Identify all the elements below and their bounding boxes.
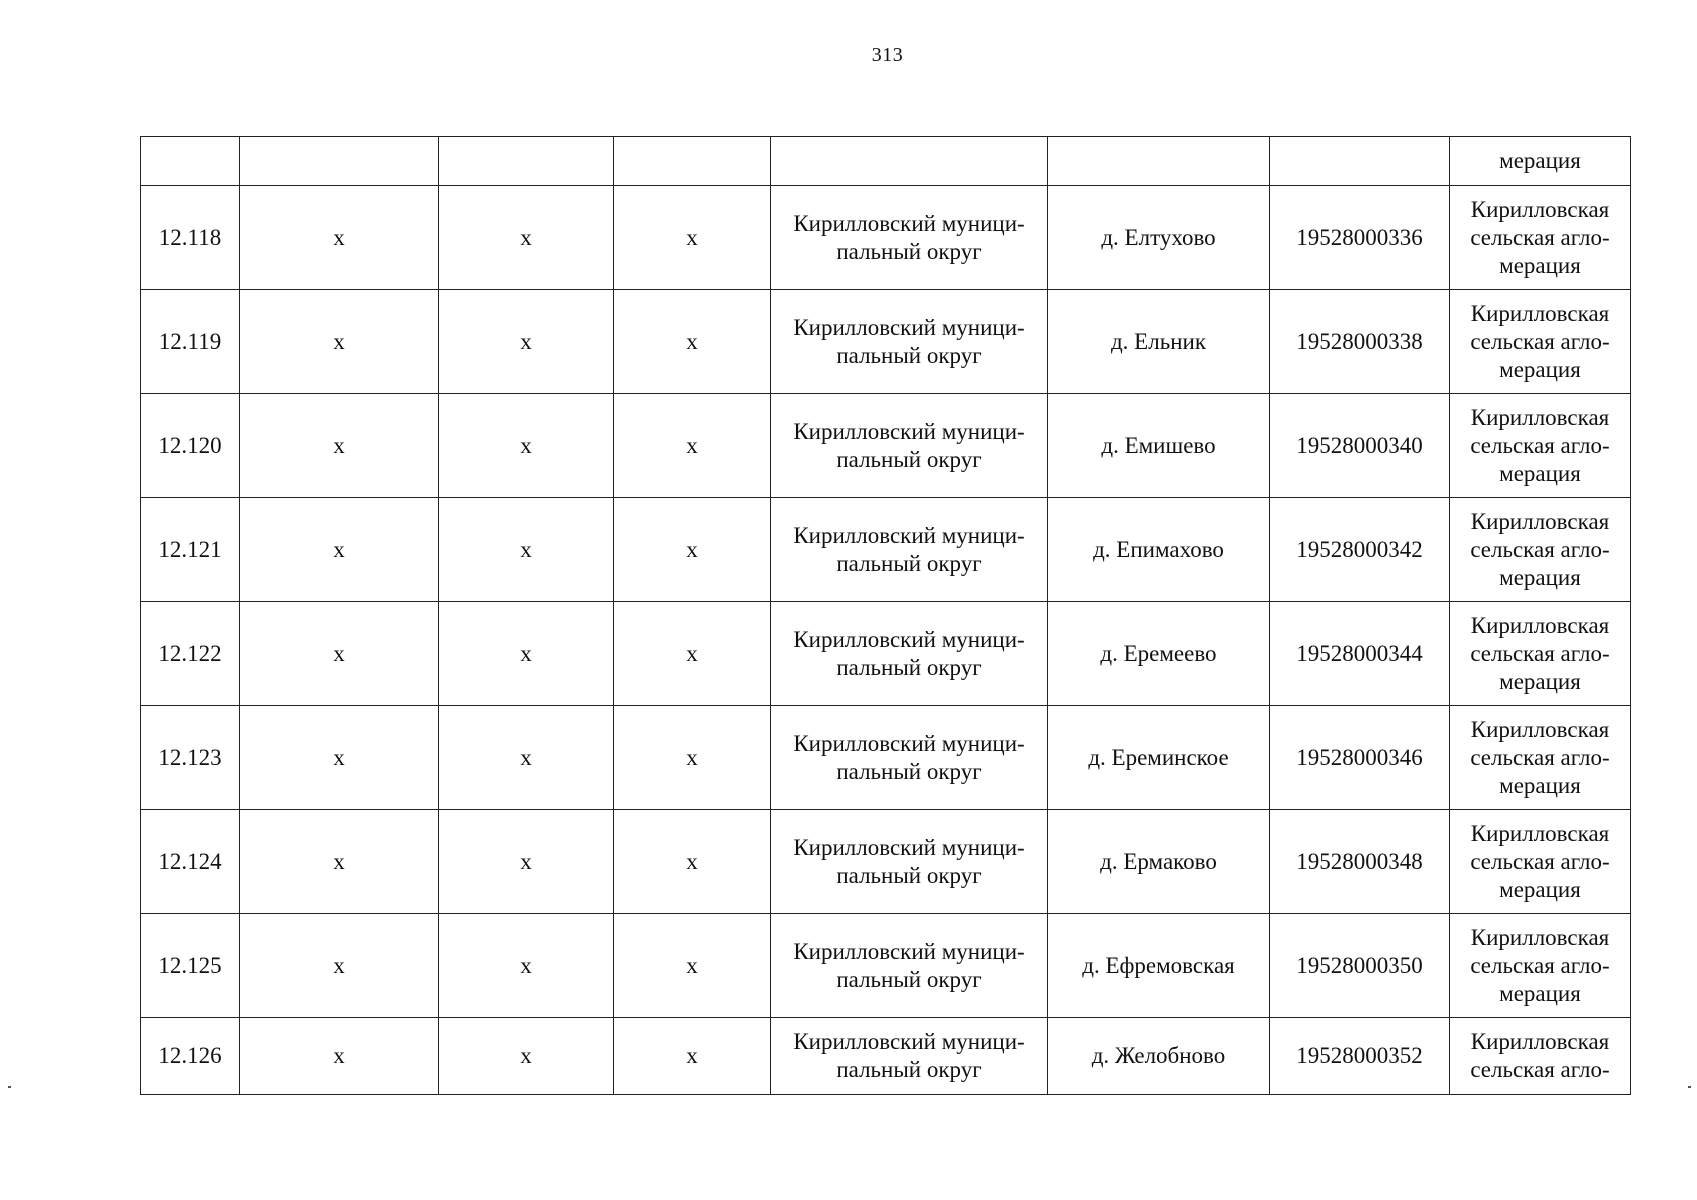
settlement-cell: д. Еремеево xyxy=(1048,602,1270,706)
row-number-cell: 12.125 xyxy=(141,914,240,1018)
table-cell: х xyxy=(240,602,439,706)
table-cell xyxy=(240,137,439,186)
agglomeration-cell: Кирилловская сельская агло-мерация xyxy=(1450,498,1631,602)
code-cell: 19528000338 xyxy=(1270,290,1450,394)
district-cell: Кирилловский муници-пальный округ xyxy=(771,602,1048,706)
table-cell: х xyxy=(439,186,614,290)
row-number-cell: 12.118 xyxy=(141,186,240,290)
district-cell: Кирилловский муници-пальный округ xyxy=(771,1018,1048,1095)
code-cell: 19528000350 xyxy=(1270,914,1450,1018)
table-cell: х xyxy=(240,498,439,602)
code-cell: 19528000336 xyxy=(1270,186,1450,290)
settlements-table xyxy=(140,136,1631,1095)
table-cell xyxy=(771,137,1048,186)
table-cell: х xyxy=(240,810,439,914)
table-row xyxy=(141,914,1631,1018)
table-cell: х xyxy=(614,1018,771,1095)
district-cell: Кирилловский муници-пальный округ xyxy=(771,810,1048,914)
settlement-cell: д. Ельник xyxy=(1048,290,1270,394)
table-cell: х xyxy=(240,1018,439,1095)
district-cell: Кирилловский муници-пальный округ xyxy=(771,706,1048,810)
table-cell xyxy=(439,137,614,186)
table-cell: х xyxy=(439,1018,614,1095)
table-row xyxy=(141,810,1631,914)
settlement-cell: д. Ефремовская xyxy=(1048,914,1270,1018)
table-row xyxy=(141,394,1631,498)
table-cell: х xyxy=(439,706,614,810)
continued-row xyxy=(141,137,1631,186)
table-cell: х xyxy=(439,914,614,1018)
row-number-cell: 12.123 xyxy=(141,706,240,810)
table-cell: х xyxy=(614,186,771,290)
scan-mark xyxy=(1688,1086,1691,1088)
table-row xyxy=(141,290,1631,394)
table-cell: х xyxy=(614,602,771,706)
row-number-cell: 12.121 xyxy=(141,498,240,602)
table-row xyxy=(141,498,1631,602)
table-cell: х xyxy=(439,810,614,914)
row-number-cell: 12.126 xyxy=(141,1018,240,1095)
table-cell: х xyxy=(240,186,439,290)
code-cell: 19528000342 xyxy=(1270,498,1450,602)
agglomeration-cell: Кирилловская сельская агло-мерация xyxy=(1450,290,1631,394)
agglomeration-cell: мерация xyxy=(1450,137,1631,186)
district-cell: Кирилловский муници-пальный округ xyxy=(771,498,1048,602)
agglomeration-cell: Кирилловская сельская агло-мерация xyxy=(1450,914,1631,1018)
agglomeration-cell: Кирилловская сельская агло-мерация xyxy=(1450,602,1631,706)
agglomeration-cell: Кирилловская сельская агло- xyxy=(1450,1018,1631,1095)
table-cell: х xyxy=(614,394,771,498)
table-row xyxy=(141,186,1631,290)
table-cell: х xyxy=(614,498,771,602)
district-cell: Кирилловский муници-пальный округ xyxy=(771,394,1048,498)
table-cell: х xyxy=(439,290,614,394)
table-cell: х xyxy=(240,914,439,1018)
table-row xyxy=(141,1018,1631,1095)
scan-mark xyxy=(8,1086,11,1088)
table-cell: х xyxy=(240,394,439,498)
table-cell xyxy=(1270,137,1450,186)
settlement-cell: д. Ереминское xyxy=(1048,706,1270,810)
table-cell: х xyxy=(439,394,614,498)
settlement-cell: д. Елтухово xyxy=(1048,186,1270,290)
district-cell: Кирилловский муници-пальный округ xyxy=(771,186,1048,290)
table-cell: х xyxy=(439,498,614,602)
table-cell: х xyxy=(240,706,439,810)
settlement-cell: д. Желобново xyxy=(1048,1018,1270,1095)
settlement-cell: д. Емишево xyxy=(1048,394,1270,498)
row-number-cell: 12.124 xyxy=(141,810,240,914)
district-cell: Кирилловский муници-пальный округ xyxy=(771,914,1048,1018)
row-number-cell: 12.119 xyxy=(141,290,240,394)
code-cell: 19528000346 xyxy=(1270,706,1450,810)
table-cell xyxy=(1048,137,1270,186)
code-cell: 19528000340 xyxy=(1270,394,1450,498)
code-cell: 19528000344 xyxy=(1270,602,1450,706)
table-row xyxy=(141,602,1631,706)
page-number: 313 xyxy=(871,44,904,66)
row-number-cell: 12.122 xyxy=(141,602,240,706)
table-row xyxy=(141,706,1631,810)
table-cell: х xyxy=(614,290,771,394)
table-cell xyxy=(141,137,240,186)
table-cell: х xyxy=(240,290,439,394)
agglomeration-cell: Кирилловская сельская агло-мерация xyxy=(1450,810,1631,914)
code-cell: 19528000348 xyxy=(1270,810,1450,914)
table-cell: х xyxy=(614,810,771,914)
settlement-cell: д. Епимахово xyxy=(1048,498,1270,602)
settlement-cell: д. Ермаково xyxy=(1048,810,1270,914)
table-cell: х xyxy=(614,706,771,810)
district-cell: Кирилловский муници-пальный округ xyxy=(771,290,1048,394)
table-cell xyxy=(614,137,771,186)
row-number-cell: 12.120 xyxy=(141,394,240,498)
agglomeration-cell: Кирилловская сельская агло-мерация xyxy=(1450,706,1631,810)
agglomeration-cell: Кирилловская сельская агло-мерация xyxy=(1450,394,1631,498)
code-cell: 19528000352 xyxy=(1270,1018,1450,1095)
table-cell: х xyxy=(614,914,771,1018)
table-cell: х xyxy=(439,602,614,706)
agglomeration-cell: Кирилловская сельская агло-мерация xyxy=(1450,186,1631,290)
